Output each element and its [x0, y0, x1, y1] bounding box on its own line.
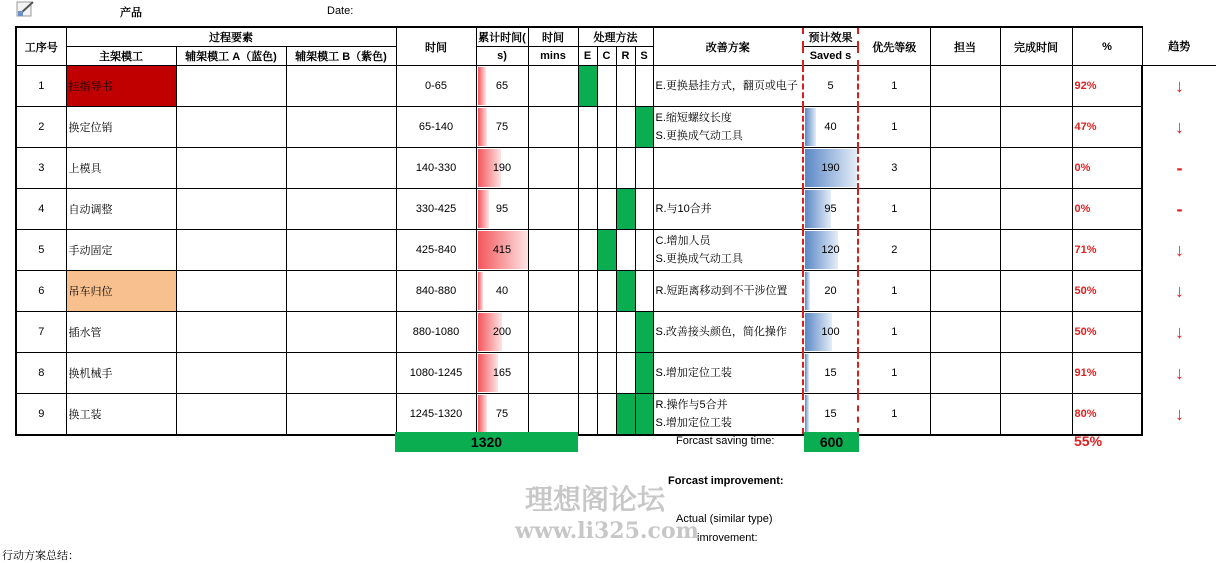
cell-main-frame: 手动固定	[66, 230, 176, 271]
cell-method-r	[616, 148, 635, 189]
cell-method-c	[597, 353, 616, 394]
col-effect-unit: Saved s	[803, 47, 858, 66]
col-trend: 趋势	[1142, 27, 1216, 66]
plan-line: S.改善接头颜色，简化操作	[655, 326, 787, 338]
cell-owner	[930, 271, 1000, 312]
cell-trend	[1142, 66, 1216, 107]
cell-aux-b	[286, 107, 396, 148]
plan-line: R.短距离移动到不干涉位置	[655, 285, 788, 297]
cell-method-r	[616, 189, 635, 230]
cum-time-value: 65	[495, 80, 509, 92]
cell-method-r	[616, 353, 635, 394]
cell-seq: 3	[16, 148, 66, 189]
cell-method-c	[597, 66, 616, 107]
col-cum-time-unit: s)	[476, 47, 528, 66]
saved-value: 95	[824, 203, 837, 215]
cell-time: 140-330	[396, 148, 476, 189]
cell-plan	[653, 353, 803, 394]
col-method-group: 处理方法	[578, 27, 653, 47]
cell-method-r	[616, 230, 635, 271]
cum-time-value: 95	[495, 203, 509, 215]
cell-aux-a	[176, 271, 286, 312]
cell-method-c	[597, 312, 616, 353]
cum-time-bar	[478, 395, 487, 433]
col-c: C	[597, 47, 616, 66]
table-row	[16, 66, 1216, 107]
cell-method-e	[578, 394, 597, 436]
col-aux-a: 辅架模工 A（蓝色)	[176, 47, 286, 66]
cell-seq: 9	[16, 394, 66, 436]
cell-done-time	[1000, 107, 1072, 148]
cell-method-c	[597, 189, 616, 230]
cell-saved	[803, 107, 858, 148]
col-owner: 担当	[930, 27, 1000, 66]
cell-method-s	[635, 312, 653, 353]
cell-method-c	[597, 271, 616, 312]
col-time: 时间	[396, 27, 476, 66]
down-arrow-icon: ↓	[1175, 116, 1184, 137]
cell-trend	[1142, 353, 1216, 394]
cell-seq: 6	[16, 271, 66, 312]
cell-trend	[1142, 189, 1216, 230]
cum-time-value: 40	[495, 285, 509, 297]
cell-seq: 4	[16, 189, 66, 230]
cum-time-value: 75	[495, 121, 509, 133]
cell-owner	[930, 189, 1000, 230]
col-main-frame: 主架模工	[66, 47, 176, 66]
col-time2: 时间	[528, 27, 578, 47]
cum-time-value: 200	[492, 326, 512, 338]
cell-method-s	[635, 271, 653, 312]
down-arrow-icon: ↓	[1175, 362, 1184, 383]
cell-aux-b	[286, 312, 396, 353]
saved-bar	[805, 354, 809, 392]
cell-percent: 50%	[1072, 312, 1142, 353]
cell-priority: 2	[858, 230, 930, 271]
saved-value: 5	[827, 80, 834, 92]
cell-main-frame: 换工装	[66, 394, 176, 436]
cell-owner	[930, 312, 1000, 353]
cell-aux-a	[176, 107, 286, 148]
plan-line: E.更换悬挂方式，翻页或电子	[655, 80, 798, 92]
cell-saved	[803, 230, 858, 271]
cell-method-e	[578, 312, 597, 353]
cell-trend	[1142, 107, 1216, 148]
saved-bar	[805, 395, 809, 433]
cell-saved	[803, 271, 858, 312]
cell-cum-time	[476, 312, 528, 353]
cell-plan	[653, 312, 803, 353]
cell-aux-a	[176, 230, 286, 271]
cell-time2	[528, 230, 578, 271]
cell-saved	[803, 148, 858, 189]
cell-time: 65-140	[396, 107, 476, 148]
cell-cum-time	[476, 148, 528, 189]
saved-value: 190	[821, 162, 840, 174]
plan-line: R.操作与5合并	[655, 399, 728, 411]
cell-saved	[803, 312, 858, 353]
cell-main-frame: 换机械手	[66, 353, 176, 394]
cell-cum-time	[476, 230, 528, 271]
cell-seq: 7	[16, 312, 66, 353]
actual-label: Actual (similar type)	[676, 513, 773, 525]
down-arrow-icon: ↓	[1175, 75, 1184, 96]
plan-line: C.增加人员	[655, 235, 711, 247]
cell-aux-a	[176, 394, 286, 436]
cell-owner	[930, 107, 1000, 148]
cell-aux-b	[286, 66, 396, 107]
cell-method-e	[578, 66, 597, 107]
cell-done-time	[1000, 148, 1072, 189]
plan-line: S.更换成气动工具	[655, 130, 743, 142]
col-e: E	[578, 47, 597, 66]
cell-method-c	[597, 107, 616, 148]
down-arrow-icon: ↓	[1175, 239, 1184, 260]
cell-owner	[930, 230, 1000, 271]
saved-bar	[805, 272, 810, 310]
table-row	[16, 353, 1216, 394]
forecast-pct: 55%	[1074, 433, 1103, 449]
cell-priority: 1	[858, 394, 930, 436]
cell-aux-b	[286, 230, 396, 271]
cell-owner	[930, 66, 1000, 107]
total-time: 1320	[395, 432, 578, 452]
cell-plan	[653, 66, 803, 107]
cell-method-e	[578, 148, 597, 189]
saved-value: 20	[824, 285, 837, 297]
cell-priority: 1	[858, 189, 930, 230]
cell-method-s	[635, 107, 653, 148]
cell-method-e	[578, 230, 597, 271]
cell-method-e	[578, 189, 597, 230]
cell-time2	[528, 107, 578, 148]
saved-value: 40	[824, 121, 837, 133]
table-row	[16, 230, 1216, 271]
cell-done-time	[1000, 66, 1072, 107]
dash-icon: -	[1176, 157, 1183, 178]
down-arrow-icon: ↓	[1175, 403, 1184, 424]
cell-method-s	[635, 66, 653, 107]
cell-time: 840-880	[396, 271, 476, 312]
cell-plan	[653, 148, 803, 189]
cell-trend	[1142, 230, 1216, 271]
forecast-saving-value: 600	[804, 432, 859, 452]
table-row	[16, 148, 1216, 189]
date-label: Date:	[327, 5, 354, 17]
cell-percent: 0%	[1072, 148, 1142, 189]
saved-value: 120	[821, 244, 840, 256]
cell-saved	[803, 394, 858, 436]
cell-method-c	[597, 394, 616, 436]
saved-value: 15	[824, 367, 837, 379]
cell-seq: 8	[16, 353, 66, 394]
cell-percent: 71%	[1072, 230, 1142, 271]
cell-trend	[1142, 271, 1216, 312]
cum-time-bar	[478, 67, 486, 105]
cell-aux-a	[176, 353, 286, 394]
cell-main-frame: 吊车归位	[66, 271, 176, 312]
forecast-improvement-label: Forcast improvement:	[668, 475, 784, 487]
cum-time-value: 415	[492, 244, 512, 256]
cell-method-c	[597, 148, 616, 189]
table-row	[16, 107, 1216, 148]
cell-method-r	[616, 66, 635, 107]
saved-value: 100	[821, 326, 840, 338]
cell-aux-b	[286, 353, 396, 394]
cell-trend	[1142, 148, 1216, 189]
cell-method-s	[635, 230, 653, 271]
cell-main-frame: 挂指导书	[66, 66, 176, 107]
cell-time: 330-425	[396, 189, 476, 230]
saved-bar	[805, 108, 816, 146]
plan-line: R.与10合并	[655, 203, 712, 215]
cell-method-e	[578, 353, 597, 394]
cell-owner	[930, 148, 1000, 189]
cell-aux-a	[176, 148, 286, 189]
cell-percent: 80%	[1072, 394, 1142, 436]
col-done-time: 完成时间	[1000, 27, 1072, 66]
col-seq: 工序号	[16, 27, 66, 66]
cell-seq: 5	[16, 230, 66, 271]
plan-line: E.缩短螺纹长度	[655, 112, 732, 124]
plan-line: S.增加定位工装	[655, 367, 732, 379]
cell-cum-time	[476, 394, 528, 436]
cell-percent: 92%	[1072, 66, 1142, 107]
cell-cum-time	[476, 66, 528, 107]
cell-method-r	[616, 312, 635, 353]
cell-saved	[803, 353, 858, 394]
cell-method-r	[616, 271, 635, 312]
cell-done-time	[1000, 230, 1072, 271]
cell-saved	[803, 66, 858, 107]
cell-cum-time	[476, 107, 528, 148]
cell-priority: 3	[858, 148, 930, 189]
cum-time-bar	[478, 108, 487, 146]
cell-saved	[803, 189, 858, 230]
table-row	[16, 271, 1216, 312]
table-row	[16, 189, 1216, 230]
cell-main-frame: 自动调整	[66, 189, 176, 230]
col-aux-b: 辅架模工 B（紫色)	[286, 47, 396, 66]
cell-time2	[528, 189, 578, 230]
col-time2-unit: mins	[528, 47, 578, 66]
cell-cum-time	[476, 353, 528, 394]
cell-method-c	[597, 230, 616, 271]
cell-method-r	[616, 394, 635, 436]
product-label: 产品	[120, 7, 142, 19]
col-process-group: 过程要素	[66, 27, 396, 47]
cell-time: 0-65	[396, 66, 476, 107]
cell-cum-time	[476, 271, 528, 312]
cell-percent: 91%	[1072, 353, 1142, 394]
cum-time-value: 190	[492, 162, 512, 174]
col-effect: 预计效果	[803, 27, 858, 47]
cell-seq: 2	[16, 107, 66, 148]
cell-time2	[528, 353, 578, 394]
cell-method-s	[635, 189, 653, 230]
cell-aux-a	[176, 66, 286, 107]
plan-line: S.增加定位工装	[655, 417, 732, 429]
col-priority: 优先等级	[858, 27, 930, 66]
cell-aux-b	[286, 271, 396, 312]
cell-method-s	[635, 148, 653, 189]
dash-icon: -	[1176, 198, 1183, 219]
cell-aux-a	[176, 189, 286, 230]
col-plan: 改善方案	[653, 27, 803, 66]
down-arrow-icon: ↓	[1175, 280, 1184, 301]
col-s: S	[635, 47, 653, 66]
cell-time2	[528, 394, 578, 436]
cell-owner	[930, 394, 1000, 436]
cell-trend	[1142, 394, 1216, 436]
cell-priority: 1	[858, 312, 930, 353]
cell-plan	[653, 189, 803, 230]
cell-priority: 1	[858, 107, 930, 148]
cell-method-s	[635, 394, 653, 436]
cell-plan	[653, 271, 803, 312]
process-table	[15, 26, 1216, 436]
table-row	[16, 312, 1216, 353]
cell-time2	[528, 271, 578, 312]
col-cum-time: 累计时间(	[476, 27, 528, 47]
cell-aux-a	[176, 312, 286, 353]
cell-method-r	[616, 107, 635, 148]
forecast-saving-label: Forcast saving time:	[676, 435, 775, 447]
cell-trend	[1142, 312, 1216, 353]
cell-method-s	[635, 353, 653, 394]
cell-time2	[528, 312, 578, 353]
cell-done-time	[1000, 312, 1072, 353]
cell-done-time	[1000, 353, 1072, 394]
cell-time: 1245-1320	[396, 394, 476, 436]
cell-method-e	[578, 271, 597, 312]
cell-priority: 1	[858, 271, 930, 312]
summary-label: 行动方案总结：	[2, 550, 79, 562]
cell-percent: 0%	[1072, 189, 1142, 230]
cum-time-value: 165	[492, 367, 512, 379]
cell-main-frame: 上模具	[66, 148, 176, 189]
watermark-url: www.li325.com	[515, 518, 699, 544]
cell-time: 425-840	[396, 230, 476, 271]
cell-aux-b	[286, 148, 396, 189]
cell-aux-b	[286, 394, 396, 436]
cell-plan	[653, 394, 803, 436]
cell-priority: 1	[858, 66, 930, 107]
brush-icon	[16, 0, 36, 18]
cell-done-time	[1000, 394, 1072, 436]
saved-value: 15	[824, 408, 837, 420]
cell-time: 880-1080	[396, 312, 476, 353]
cell-done-time	[1000, 271, 1072, 312]
cum-time-value: 75	[495, 408, 509, 420]
cell-done-time	[1000, 189, 1072, 230]
cell-plan	[653, 230, 803, 271]
cell-percent: 47%	[1072, 107, 1142, 148]
col-percent: %	[1072, 27, 1142, 66]
actual-improvement-label: imrovement:	[697, 532, 758, 544]
cell-priority: 1	[858, 353, 930, 394]
cell-method-e	[578, 107, 597, 148]
cell-main-frame: 换定位销	[66, 107, 176, 148]
table-row	[16, 394, 1216, 436]
cell-owner	[930, 353, 1000, 394]
cell-percent: 50%	[1072, 271, 1142, 312]
down-arrow-icon: ↓	[1175, 321, 1184, 342]
cum-time-bar	[478, 272, 483, 310]
cell-main-frame: 插水管	[66, 312, 176, 353]
cell-aux-b	[286, 189, 396, 230]
cum-time-bar	[478, 190, 489, 228]
plan-line: S.更换成气动工具	[655, 253, 743, 265]
cell-time2	[528, 66, 578, 107]
cell-plan	[653, 107, 803, 148]
watermark-title: 理想阁论坛	[525, 483, 666, 516]
col-r: R	[616, 47, 635, 66]
cell-seq: 1	[16, 66, 66, 107]
cell-time2	[528, 148, 578, 189]
cell-time: 1080-1245	[396, 353, 476, 394]
cell-cum-time	[476, 189, 528, 230]
